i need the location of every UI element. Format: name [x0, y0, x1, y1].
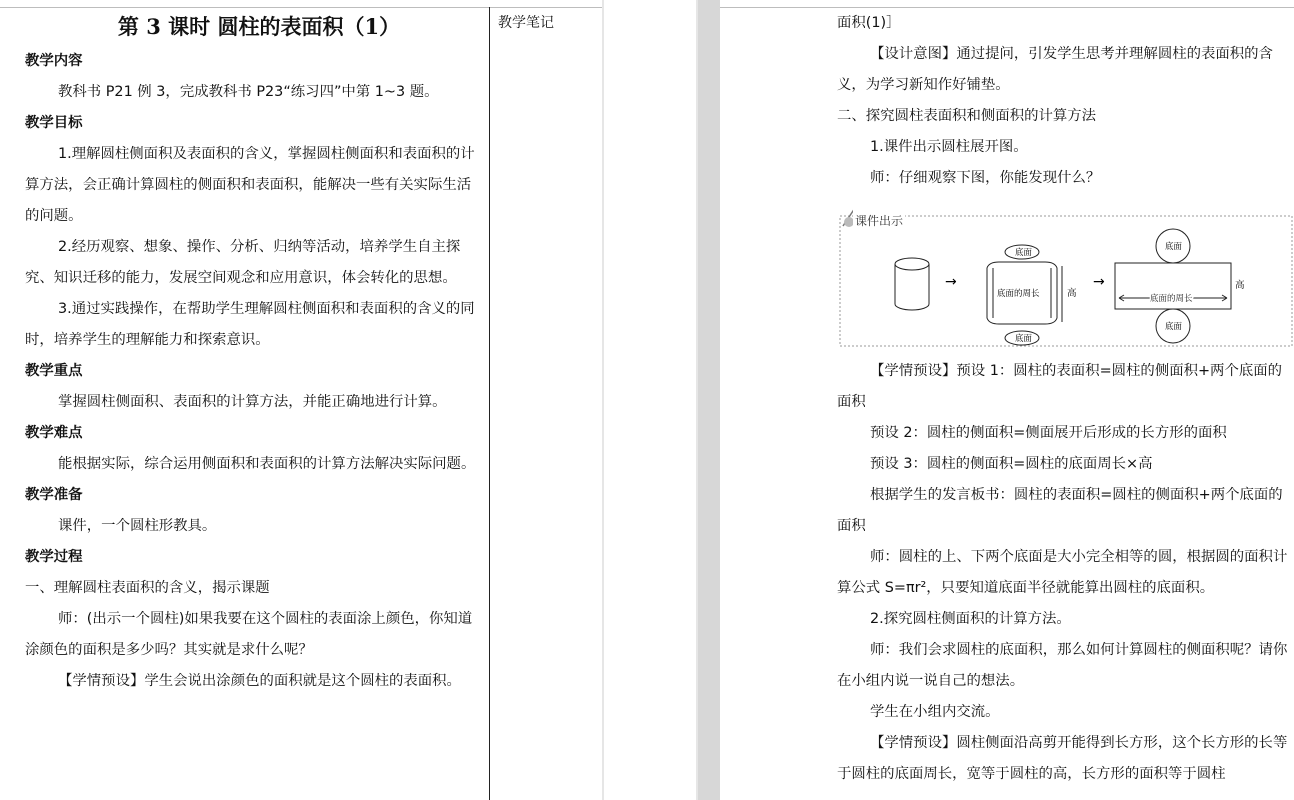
arrow-2: → — [1093, 274, 1105, 290]
step-1: 1.课件出示圆柱展开图。 — [870, 139, 1028, 155]
label-height: 高 — [1067, 288, 1077, 299]
goal-1: 1.理解圆柱侧面积及表面积的含义，掌握圆柱侧面积和表面积的计算方法，会正确计算圆柱的侧面积和表面积，能解决一些有关实际生活的问题。 — [25, 146, 475, 224]
cylinder-net-figure — [837, 206, 1294, 348]
label-net-top-base: 底面 — [1165, 242, 1183, 252]
label-perimeter: 底面的周长 — [997, 289, 1040, 299]
figure-drawing — [837, 206, 1294, 348]
design-intent: 【设计意图】通过提问，引发学生思考并理解圆柱的表面积的含义，为学习新知作好铺垫。 — [837, 46, 1273, 93]
prediction-3: 预设 3：圆柱的侧面积=圆柱的底面周长×高 — [870, 456, 1153, 472]
heading-prep: 教学准备 — [25, 487, 83, 503]
right-content — [837, 8, 1294, 790]
paragraph-1: 师：(出示一个圆柱)如果我要在这个圆柱的表面涂上颜色，你知道涂颜色的面积是多少吗？其实就是求什么呢？ — [25, 611, 473, 658]
board-writing: 根据学生的发言板书：圆柱的表面积=圆柱的侧面积+两个底面的面积 — [837, 487, 1283, 534]
right-page — [720, 0, 1294, 800]
teacher-question: 师：仔细观察下图，你能发现什么？ — [870, 170, 1101, 186]
teacher-explanation: 师：圆柱的上、下两个底面是大小完全相等的圆，根据圆的面积计算公式 S=πr²，只要知道底面半径就能算出圆柱的底面积。 — [837, 549, 1288, 596]
arrow-1: → — [945, 274, 957, 290]
page-edge — [602, 0, 604, 800]
heading-key: 教学重点 — [25, 363, 83, 379]
key-text: 掌握圆柱侧面积、表面积的计算方法，并能正确地进行计算。 — [58, 394, 447, 410]
label-net-perimeter: 底面的周长 — [1150, 294, 1193, 304]
prediction-4: 【学情预设】圆柱侧面沿高剪开能得到长方形，这个长方形的长等于圆柱的底面周长，宽等于圆柱的高，长方形的面积等于圆柱 — [837, 735, 1288, 782]
teaching-notes-label: 教学笔记 — [498, 15, 554, 31]
notes-column-divider — [489, 7, 490, 800]
label-top-base: 底面 — [1015, 248, 1033, 258]
page-gap — [602, 0, 698, 800]
label-bottom-base: 底面 — [1015, 334, 1033, 344]
goal-3: 3.通过实践操作，在帮助学生理解圆柱侧面积和表面积的含义的同时，培养学生的理解能力和探索意识。 — [25, 301, 475, 348]
label-net-bottom-base: 底面 — [1165, 322, 1183, 332]
paragraph-2: 【学情预设】学生会说出涂颜色的面积就是这个圆柱的表面积。 — [58, 673, 461, 689]
label-net-height: 高 — [1235, 280, 1245, 291]
heading-process: 教学过程 — [25, 549, 83, 565]
page-title: 第 3 课时 圆柱的表面积（1） — [117, 14, 401, 39]
cylinder-shape — [895, 258, 929, 310]
prep-text: 课件，一个圆柱形教具。 — [58, 518, 217, 534]
heading-goals: 教学目标 — [25, 115, 83, 131]
prediction-1: 【学情预设】预设 1：圆柱的表面积=圆柱的侧面积+两个底面的面积 — [837, 363, 1283, 410]
goal-2: 2.经历观察、想象、操作、分析、归纳等活动，培养学生自主探究、知识迁移的能力，发展空间观念和应用意识，体会转化的思想。 — [25, 239, 461, 286]
heading-content: 教学内容 — [25, 53, 83, 69]
page-shadow — [698, 0, 722, 800]
section-2-heading: 二、探究圆柱表面积和侧面积的计算方法 — [837, 108, 1097, 124]
section-1-heading: 一、理解圆柱表面积的含义，揭示课题 — [25, 580, 270, 596]
prediction-2: 预设 2：圆柱的侧面积=侧面展开后形成的长方形的面积 — [870, 425, 1227, 441]
group-discussion: 学生在小组内交流。 — [870, 704, 1000, 720]
step-2: 2.探究圆柱侧面积的计算方法。 — [870, 611, 1071, 627]
teacher-question-2: 师：我们会求圆柱的底面积，那么如何计算圆柱的侧面积呢？请你在小组内说一说自己的想法。 — [837, 642, 1288, 689]
difficult-text: 能根据实际，综合运用侧面积和表面积的计算方法解决实际问题。 — [58, 456, 476, 472]
left-content — [25, 8, 483, 697]
courseware-label: 课件出示 — [853, 206, 905, 237]
content-text: 教科书 P21 例 3，完成教科书 P23“练习四”中第 1~3 题。 — [58, 84, 439, 100]
continued-line: 面积(1)］ — [837, 15, 901, 31]
heading-difficult: 教学难点 — [25, 425, 83, 441]
left-page — [0, 0, 602, 800]
